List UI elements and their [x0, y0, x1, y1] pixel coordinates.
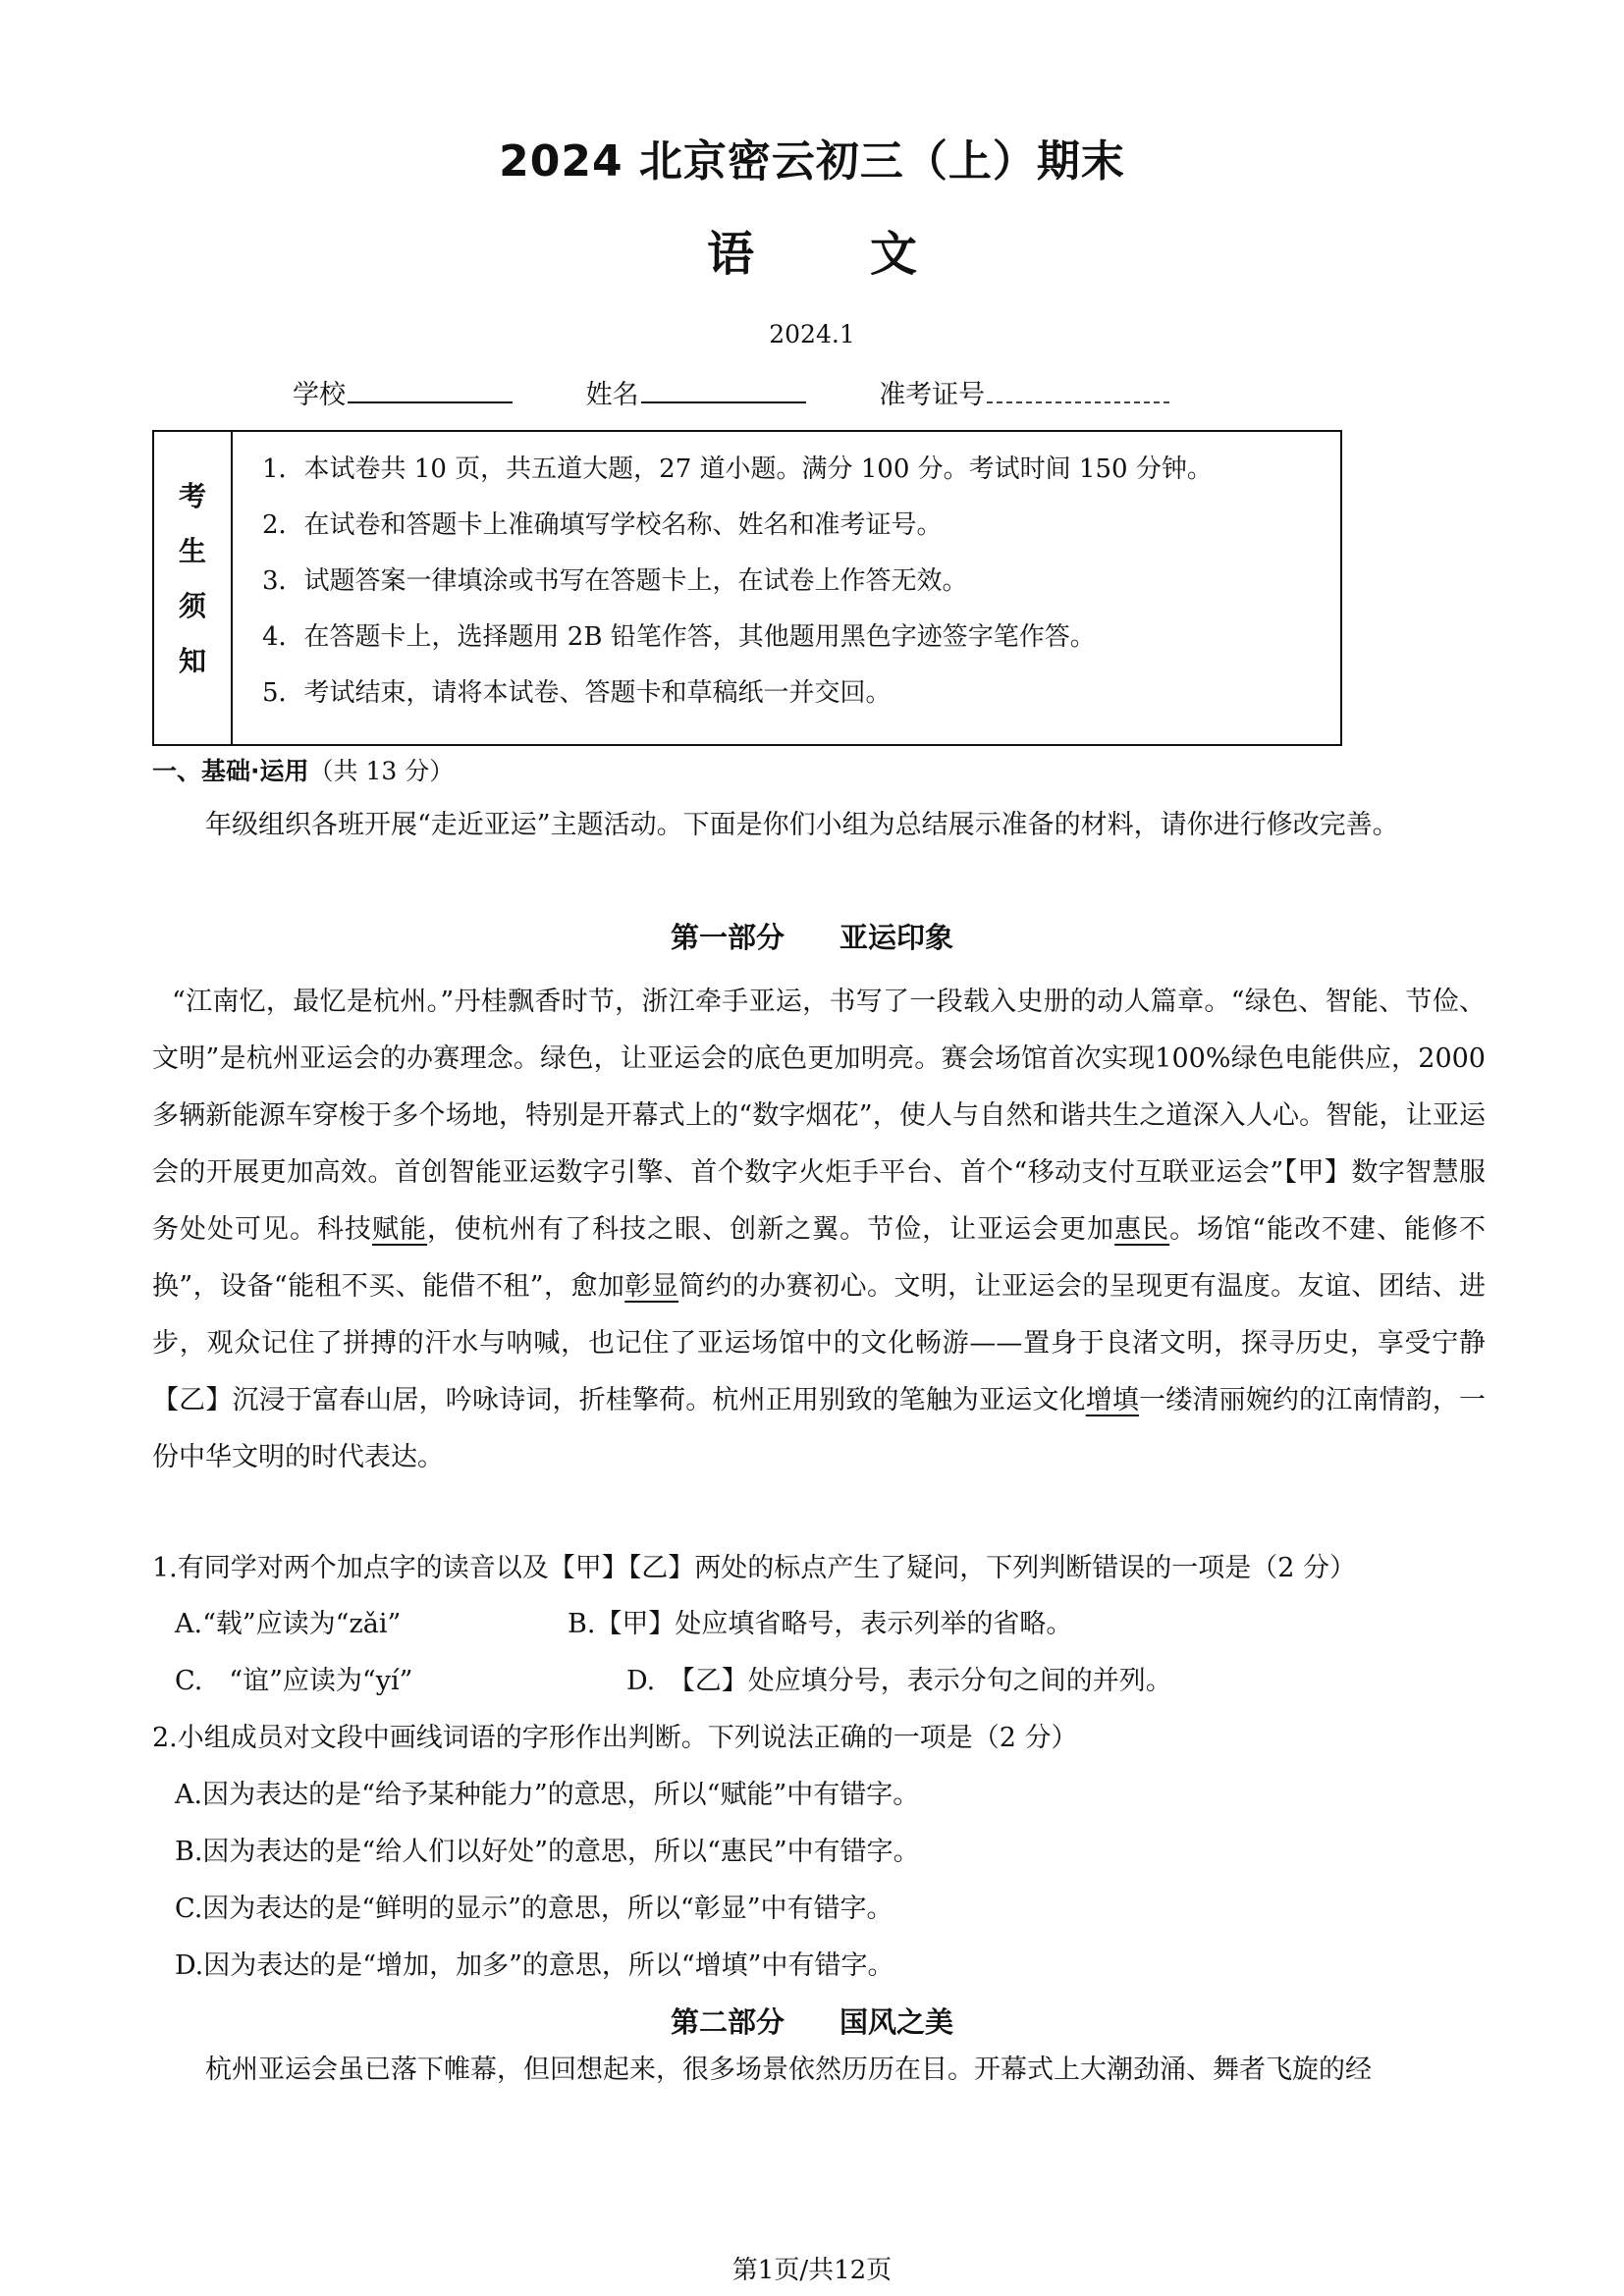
notice-side-char: 生: [178, 535, 206, 567]
part2-title-number: 第二部分: [670, 2005, 785, 2039]
notice-item: 5．考试结束，请将本试卷、答题卡和草稿纸一并交回。: [262, 678, 892, 708]
passage-text: 。场馆“能改不建、能修不换”，设备“能租不买、能借不租”，愈加: [152, 1214, 1487, 1302]
subject-heading: [0, 216, 1624, 284]
candidate-info-fields: [293, 373, 1234, 411]
notice-item: 1．本试卷共 10 页，共五道大题，27 道小题。满分 100 分。考试时间 150 分钟。: [262, 454, 1213, 484]
question-2-option-b[interactable]: B.因为表达的是“给人们以好处”的意思，所以“惠民”中有错字。: [175, 1837, 920, 1867]
subject-char-1: 语: [706, 227, 754, 282]
passage-text: 简约的办赛初心。文明，让亚运会的呈现更有温度。友谊、团结、进步，观众记住了拼搏的汗水与呐喊，也记住了亚运场馆中的文化畅游——置身于良渚文明，探寻历史，享受宁静【乙】沉浸于富春山居，吟咏诗词，折桂擎荷。杭州正用别致的笔触为亚运文化: [152, 1271, 1486, 1415]
name-blank[interactable]: [641, 378, 806, 403]
underlined-word-huimin: 惠民: [1114, 1214, 1170, 1245]
notice-item: 2．在试卷和答题卡上准确填写学校名称、姓名和准考证号。: [262, 510, 943, 540]
notice-items: [262, 450, 1213, 729]
notice-item: 4．在答题卡上，选择题用 2B 铅笔作答，其他题用黑色字迹签字笔作答。: [262, 622, 1096, 652]
question-2-stem: 2.小组成员对文段中画线词语的字形作出判断。下列说法正确的一项是（2 分）: [152, 1723, 1078, 1753]
part1-title: [0, 916, 1624, 956]
question-1-stem: 1.有同学对两个加点字的读音以及【甲】【乙】两处的标点产生了疑问，下列判断错误的一项是（2 分）: [152, 1553, 1357, 1583]
exam-id-blank[interactable]: [987, 378, 1169, 403]
question-1-option-b[interactable]: B.【甲】处应填省略号，表示列举的省略。: [568, 1609, 1073, 1639]
question-1-option-d[interactable]: D. 【乙】处应填分号，表示分句之间的并列。: [626, 1666, 1172, 1696]
notice-side-char: 考: [178, 480, 206, 512]
underlined-word-funeng: 赋能: [372, 1214, 428, 1245]
passage-text: ，使杭州有了科技之眼、创新之翼。节俭，让亚运会更加: [427, 1214, 1115, 1245]
part2-passage: 杭州亚运会虽已落下帷幕，但回想起来，很多场景依然历历在目。开幕式上大潮劲涌、舞者飞旋的经: [205, 2055, 1372, 2085]
part1-passage: [152, 974, 1486, 1486]
part2-title: [0, 2001, 1624, 2041]
notice-side-label: [154, 432, 233, 744]
school-blank[interactable]: [348, 378, 513, 403]
underlined-word-zengtian: 增填: [1085, 1385, 1140, 1415]
question-1-option-c[interactable]: C. “谊”应读为“yí”: [175, 1666, 413, 1696]
school-label: 学校: [293, 380, 346, 410]
passage-text: 一缕清丽婉约的江南情韵，一份中华文明的时代表达。: [152, 1385, 1487, 1472]
notice-item: 3．试题答案一律填涂或书写在答题卡上，在试卷上作答无效。: [262, 566, 968, 596]
part1-title-name: 亚运印象: [839, 921, 954, 954]
question-2-option-c[interactable]: C.因为表达的是“鲜明的显示”的意思，所以“彰显”中有错字。: [175, 1894, 893, 1924]
passage-text: “江南忆，最忆是杭州。”丹桂飘香时节，浙江牵手亚运，书写了一段载入史册的动人篇章。“绿色、智能、节俭、文明”是杭州亚运会的办赛理念。绿色，让亚运会的底色更加明亮。赛会场馆首次实现100%绿色电能供应，2000 多辆新能源车穿梭于多个场地，特别是开幕式上的“数字烟花”，使人与自然和谐共生之道深入人心。智能，让亚运会的开展更加高效。首创智能亚运数字引擎、首个数字火炬手平台、首个“移动支付互联亚运会”【甲】数字智慧服务处处可见。科技: [152, 987, 1486, 1245]
exam-date: 2024.1: [769, 320, 855, 348]
section-points: （共 13 分）: [308, 757, 455, 785]
subject-char-2: 文: [870, 227, 918, 282]
section-title: 一、基础·运用: [152, 757, 309, 785]
candidate-notice-box: [152, 430, 1342, 746]
exam-id-label: 准考证号: [879, 380, 986, 410]
question-1-option-a[interactable]: A.“载”应读为“zǎi”: [175, 1609, 402, 1639]
question-2-option-a[interactable]: A.因为表达的是“给予某种能力”的意思，所以“赋能”中有错字。: [175, 1780, 920, 1810]
section-intro: 年级组织各班开展“走近亚运”主题活动。下面是你们小组为总结展示准备的材料，请你进行修改完善。: [205, 810, 1399, 840]
name-label: 姓名: [585, 380, 639, 410]
page-number: 第1页/共12页: [731, 2256, 893, 2285]
page-title: 2024 北京密云初三（上）期末: [499, 136, 1125, 187]
question-2-option-d[interactable]: D.因为表达的是“增加，加多”的意思，所以“增填”中有错字。: [175, 1950, 894, 1981]
notice-side-char: 知: [178, 645, 206, 677]
part1-title-number: 第一部分: [670, 921, 785, 954]
part2-title-name: 国风之美: [839, 2005, 954, 2039]
section-heading: [152, 752, 454, 787]
underlined-word-zhangxian: 彰显: [624, 1271, 679, 1302]
notice-side-char: 须: [178, 590, 206, 622]
